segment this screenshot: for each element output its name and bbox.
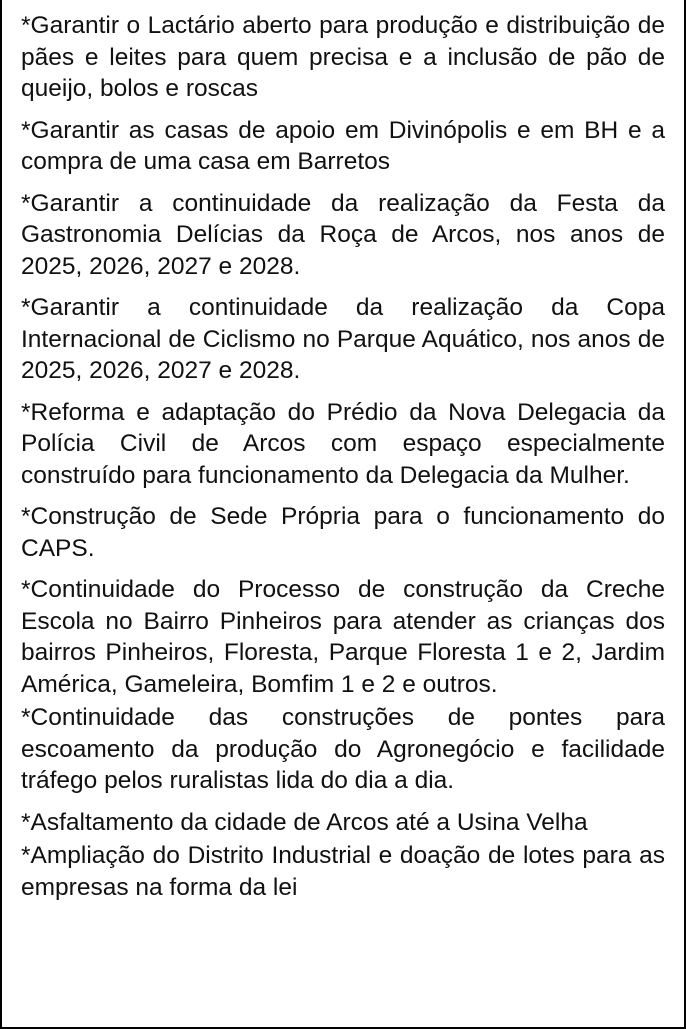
- list-item: *Garantir o Lactário aberto para produção e distribuição de pães e leites para quem precisa e a inclusão de pão de queijo, bolos e roscas: [21, 12, 665, 102]
- list-item: *Continuidade do Processo de construção da Creche Escola no Bairro Pinheiros para atender as crianças dos bairros Pinheiros, Floresta, Parque Floresta 1 e 2, Jardim América, Gameleira, Bomfim 1 e 2 e outros.: [21, 576, 665, 698]
- list-item: *Continuidade das construções de pontes para escoamento da produção do Agronegócio e facilidade tráfego pelos ruralistas lida do dia a dia.: [21, 704, 665, 794]
- list-item: *Garantir as casas de apoio em Divinópolis e em BH e a compra de uma casa em Barretos: [21, 116, 665, 175]
- list-item: *Construção de Sede Própria para o funcionamento do CAPS.: [21, 503, 665, 562]
- list-item: *Ampliação do Distrito Industrial e doação de lotes para as empresas na forma da lei: [21, 842, 665, 901]
- list-item: *Asfaltamento da cidade de Arcos até a Usina Velha: [21, 808, 588, 836]
- list-item: *Garantir a continuidade da realização da Copa Internacional de Ciclismo no Parque Aquático, nos anos de 2025, 2026, 2027 e 2028.: [21, 294, 665, 384]
- list-item: *Garantir a continuidade da realização da Festa da Gastronomia Delícias da Roça de Arcos, nos anos de 2025, 2026, 2027 e 2028.: [21, 189, 665, 280]
- list-item: *Reforma e adaptação do Prédio da Nova Delegacia da Polícia Civil de Arcos com espaço especialmente construído para funcionamento da Delegacia da Mulher.: [21, 398, 665, 489]
